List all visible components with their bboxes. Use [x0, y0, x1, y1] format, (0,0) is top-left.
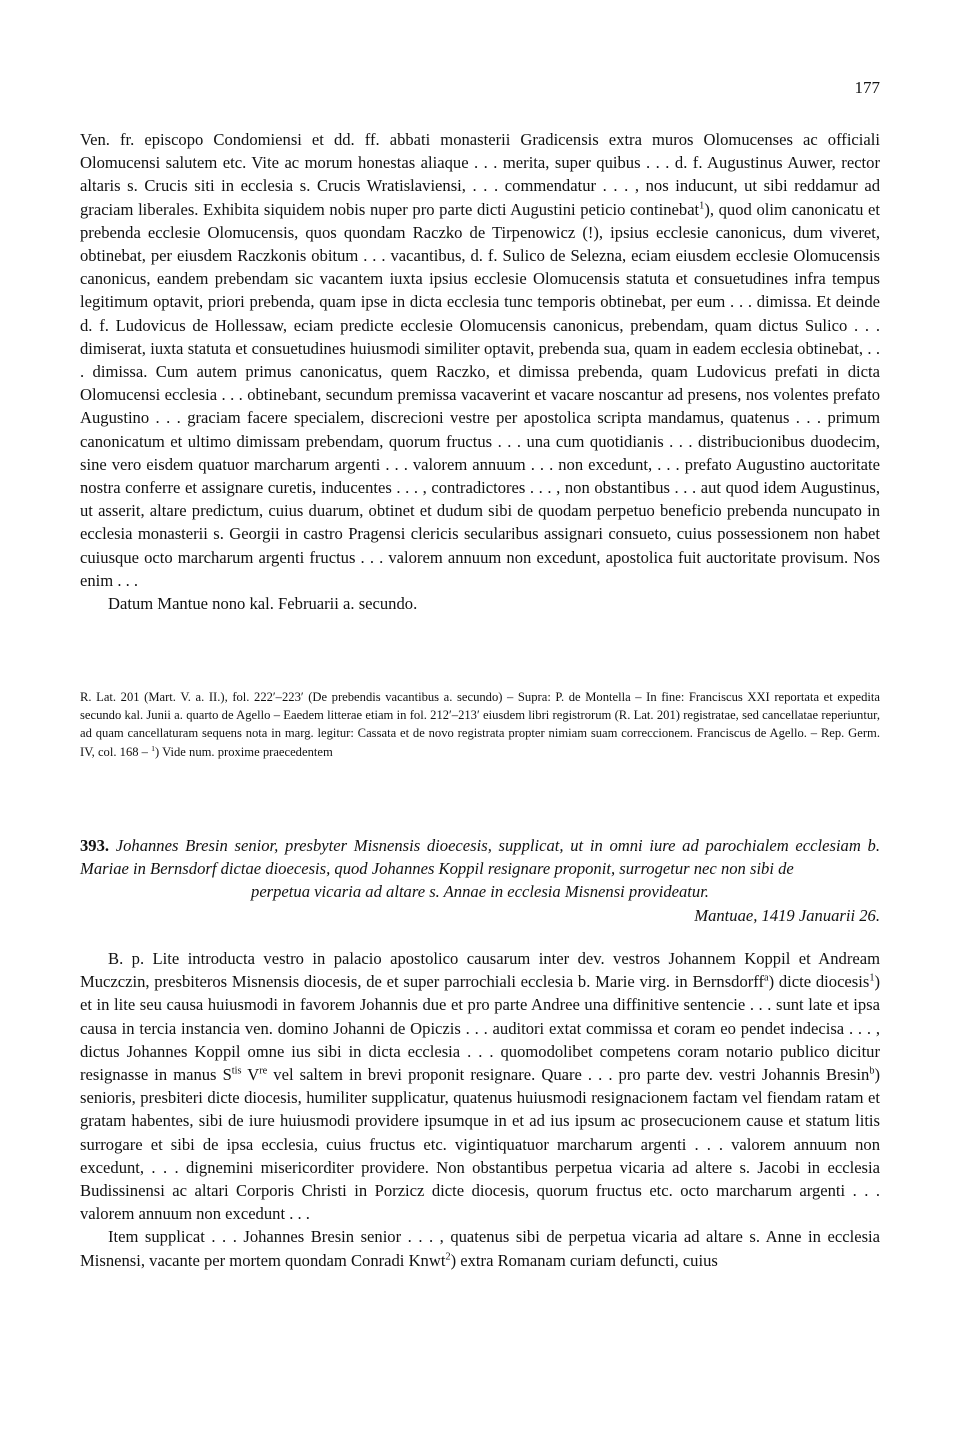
regest-heading: 393. Johannes Bresin senior, presbyter Misnensis dioecesis, supplicat, ut in omni iure ad parochialem ecclesiam b. Mariae in Bernsdorf dictae dioecesis, quod Johannes Koppil resignare proponit, surrogetur nec non sibi de perpetua vicaria ad altare s. Annae in ecclesia Misnensi provideatur. Mantuae, 1419 Januarii 26.	[80, 834, 880, 927]
document-number: 393.	[80, 836, 110, 855]
letter-body	[80, 128, 880, 615]
dateline: Mantuae, 1419 Januarii 26.	[694, 905, 880, 925]
supplication-paragraph: Item supplicat . . . Johannes Bresin senior . . . , quatenus sibi de perpetua vicaria ad altare s. Anne in ecclesia Misnensi, vacante per mortem quondam Conradi Knwt$^2$) extra Romanam curiam defuncti, cuius	[80, 1227, 880, 1270]
supplication-paragraph: B. p. Lite introducta vestro in palacio apostolico causarum inter dev. vestros Johannem Koppil et Andream Muczczin, presbiteros Misnensis diocesis, de et super parrochiali ecclesia b. Marie virg. in Bernsdorff$^a$) dicte diocesis$^1$) et in lite seu causa huiusmodi in favorem Johannis due et pro parte Andree una diffinitive sentencie . . . sunt late et ipsa causa in tercia instancia ven. domino Johanni de Opiczis . . . auditori extat commissa et coram eo pendet indecisa . . . , dictus Johannes Koppil omne ius sibi in dicta ecclesia . . . quomodolibet competens coram notario publico dicitur resignasse in manus $S^{tis}$ Vre vel saltem in brevi proponit resignare. Quare . . . pro parte dev. vestri Johannis Bresin$^b$) senioris, presbiteri dicte diocesis, humiliter supplicatur, quatenus huiusmodi resignacionem factam vel fiendam ratam et gratam habentes, sibi de iure huiusmodi providere ipsumque in et ad ius ipsum ac prosecucionem cause et statum litis surrogare et sibi de ipsa ecclesia, cuius fructus etc. vigintiquatuor marcharum argenti . . . valorem annuum non excedunt, . . . dignemini misericorditer providere. Non obstantibus perpetua vicaria ad altere s. Jacobi in ecclesia Budissinensi ac altari Corporis Christi in Porzicz dicte diocesis, quorum fructus etc. octo marcharum argenti . . . valorem annuum non excedunt . . .	[80, 949, 880, 1224]
page-number: 177	[854, 78, 880, 97]
letter-paragraph: Ven. fr. episcopo Condomiensi et dd. ff. abbati monasterii Gradicensis extra muros Olomucenses ac officiali Olomucensi salutem etc. Vite ac morum honestas aliaque . . . merita, super quibus . . . d. f. Augustinus Auwer, rector altaris s. Crucis siti in ecclesia s. Crucis Wratislaviensi, . . . commendatur . . . , nos inducunt, ut sibi reddamur ad graciam liberales. Exhibita siquidem nobis nuper pro parte dicti Augustini peticio continebat$^1$), quod olim canonicatu et prebenda ecclesie Olomucensis, quos quondam Raczko de Tirpenowicz (!), ipsius ecclesie canonicus, dum viveret, obtinebat, per eiusdem Raczkonis obitum . . . vacantibus, d. f. Sulico de Selezna, eciam eiusdem ecclesie Olomucensis canonicus, eandem prebendam sic vacantem iuxta ipsius ecclesie Olomucensis statuta et consuetudines infra tempus legitimum optavit, priori prebenda, quam ipse in dicta ecclesia tunc temporis obtinebat, per eum . . . dimissa. Et deinde d. f. Ludovicus de Hollessaw, eciam predicte ecclesie Olomucensis canonicus, prebendam, quam dictus Sulico . . . dimiserat, iuxta statuta et consuetudines huiusmodi similiter optavit, prebenda sua, quam in eadem ecclesia obtinebat, . . . dimissa. Cum autem primus canonicatus, quem Raczko, et dimissa prebenda, quam Ludovicus prefati in dicta Olomucensi ecclesia . . . obtinebant, secundum premissa vacaverint et vacare noscantur ad presens, nos volentes prefato Augustino . . . graciam facere specialem, discrecioni vestre per apostolica scripta mandamus, quatenus . . . primum canonicatum et ultimo dimissam prebendam, quorum fructus . . . una cum quotidianis . . . distribucionibus duodecim, sine vero eisdem quatuor marcharum argenti . . . valorem annuum . . . non excedunt, . . . prefato Augustino auctoritate nostra conferre et assignare curetis, inducentes . . . , contradictores . . . , non obstantibus . . . aut quod idem Augustinus, ut asserit, altare predictum, cuius duarum, obtinet et dudum sibi de quodam perpetuo beneficio prebenda nuncupato in ecclesia monasterii s. Georgii in castro Pragensi clericis secularibus assignari consueto, cuius possessionem non habet cuiusque octo marcharum argenti fructus . . . valorem annuum non excedunt, apostolica fuit auctoritate provisum. Nos enim . . .	[80, 130, 880, 590]
supplication-body	[80, 947, 880, 1272]
footnote-ref: a	[764, 972, 769, 984]
footnote-ref: 2	[445, 1251, 451, 1263]
register-note: R. Lat. 201 (Mart. V. a. II.), fol. 222′–223′ (De prebendis vacantibus a. secundo) – Supra: P. de Montella – In fine: Franciscus XXI reportata et expedita secundo kal. Junii a. quarto de Agello – Eaedem litterae etiam in fol. 212′–213′ eiusdem libri registrorum (R. Lat. 201) registratae, sed cancellatae reperiuntur, ad quam cancellaturam sequens nota in marg. legitur: Cassata et de novo registrata propter nimiam suam correccionem. Franciscus de Agello. – Rep. Germ. IV, col. 168 – $^1$) Vide num. proxime praecedentem	[80, 690, 880, 759]
footnote-ref: 1	[699, 200, 705, 212]
footnote-ref: 1	[869, 972, 875, 984]
footnote-ref: b	[869, 1065, 875, 1077]
footnote-ref: 1	[151, 743, 156, 753]
datum-line: Datum Mantue nono kal. Februarii a. secundo.	[108, 594, 418, 614]
